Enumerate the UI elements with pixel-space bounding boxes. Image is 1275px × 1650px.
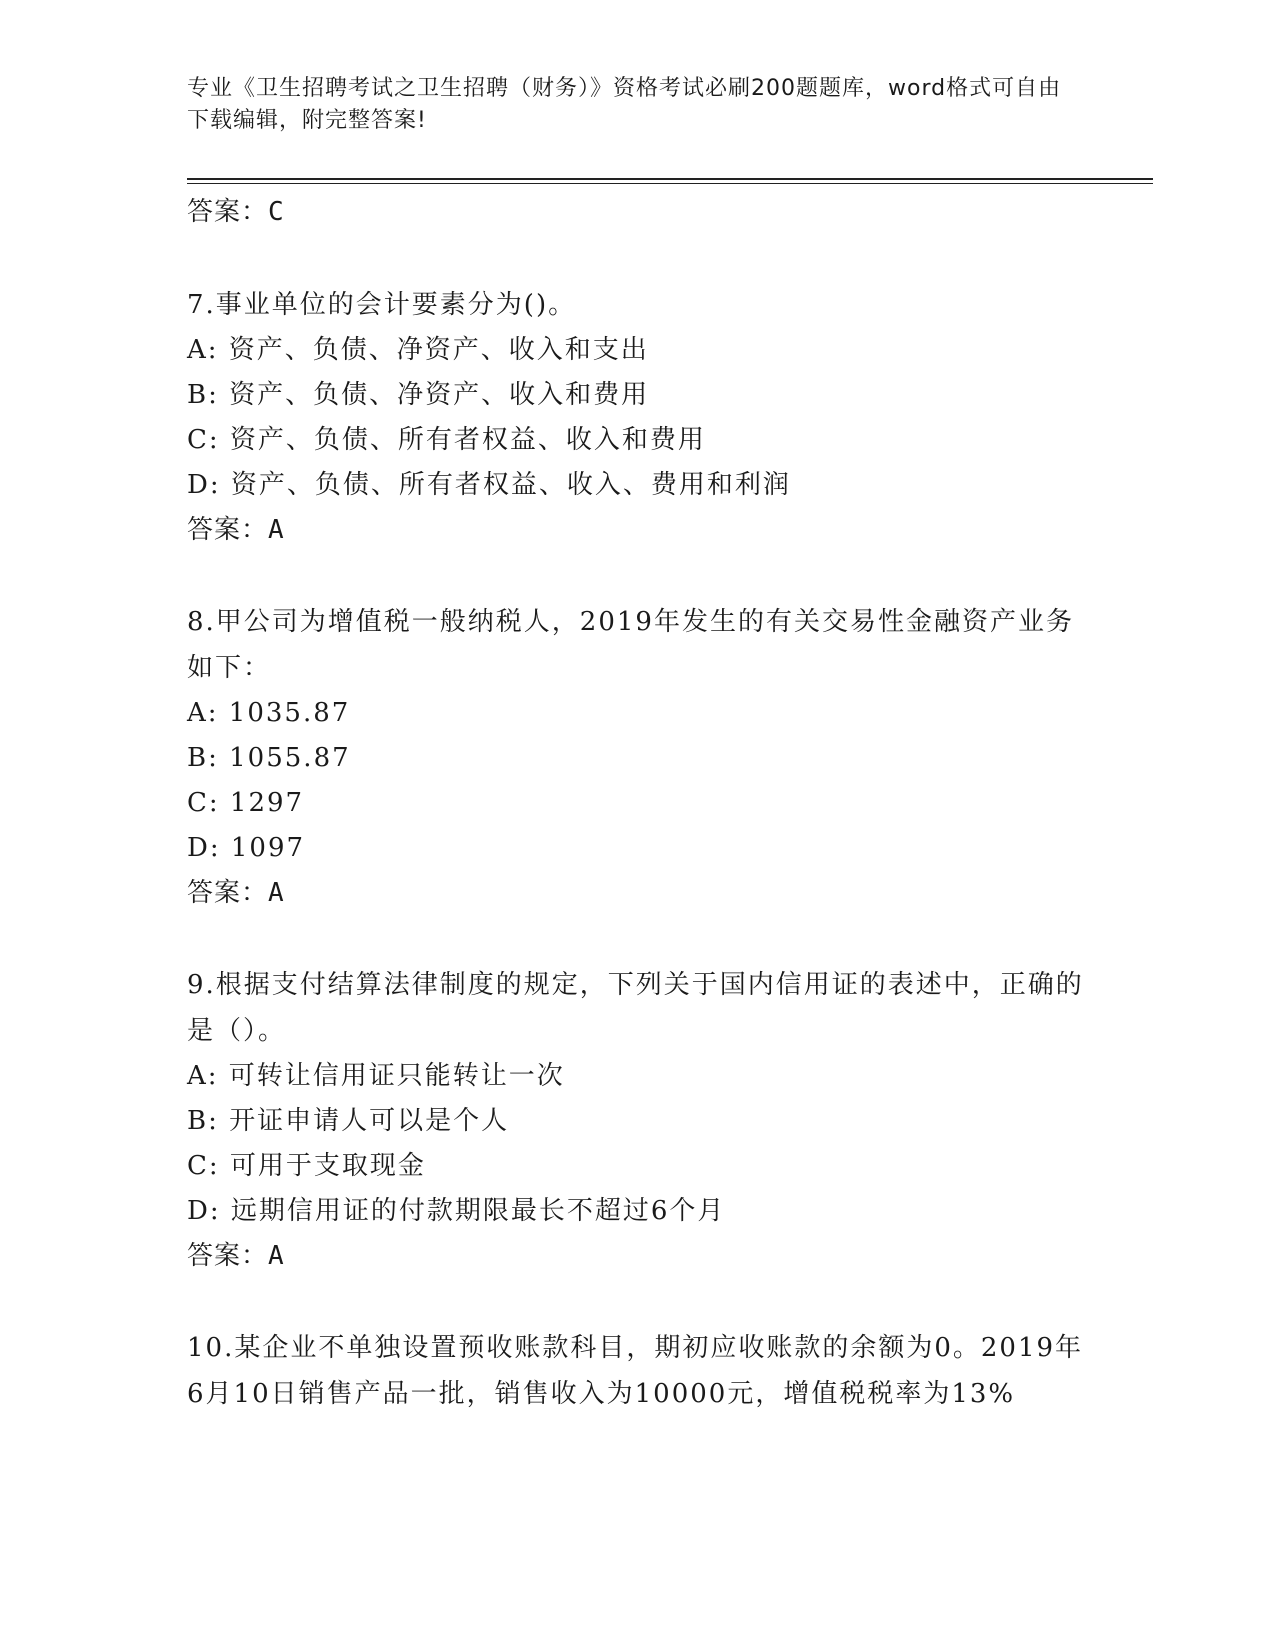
option-a: A: 资产、负债、净资产、收入和支出 (187, 335, 649, 365)
option-a: A: 可转让信用证只能转让一次 (187, 1061, 565, 1091)
option-d: D: 资产、负债、所有者权益、收入、费用和利润 (187, 470, 791, 500)
spacer (187, 553, 1087, 599)
option-b: B: 开证申请人可以是个人 (187, 1106, 510, 1136)
question-stem: 9.根据支付结算法律制度的规定，下列关于国内信用证的表述中，正确的是（）。 (187, 970, 1084, 1046)
answer-label: 答案：C (187, 197, 285, 227)
question-list (187, 190, 1087, 1417)
question-stem: 7.事业单位的会计要素分为()。 (187, 290, 577, 320)
answer-label: 答案：A (187, 878, 285, 908)
spacer (187, 235, 1087, 282)
option-c: C: 1297 (187, 788, 305, 818)
option-b: B: 1055.87 (187, 743, 351, 773)
question-stem: 10.某企业不单独设置预收账款科目，期初应收账款的余额为0。2019年6月10日销售产品一批，销售收入为10000元，增值税税率为13% (187, 1333, 1084, 1409)
answer-label: 答案：A (187, 515, 285, 545)
spacer (187, 1279, 1087, 1325)
option-d: D: 远期信用证的付款期限最长不超过6个月 (187, 1196, 726, 1226)
header-divider (187, 178, 1153, 184)
option-b: B: 资产、负债、净资产、收入和费用 (187, 380, 650, 410)
option-d: D: 1097 (187, 833, 306, 863)
document-header: 专业《卫生招聘考试之卫生招聘（财务）》资格考试必刷200题题库，word格式可自由下载编辑，附完整答案! (187, 76, 1062, 133)
question-stem: 8.甲公司为增值税一般纳税人，2019年发生的有关交易性金融资产业务如下： (187, 607, 1074, 683)
answer-label: 答案：A (187, 1241, 285, 1271)
option-c: C: 资产、负债、所有者权益、收入和费用 (187, 425, 706, 455)
option-c: C: 可用于支取现金 (187, 1151, 426, 1181)
question-item (187, 282, 1087, 553)
question-item (187, 1325, 1087, 1417)
question-item (187, 962, 1087, 1279)
question-item (187, 599, 1087, 916)
option-a: A: 1035.87 (187, 698, 351, 728)
spacer (187, 916, 1087, 962)
